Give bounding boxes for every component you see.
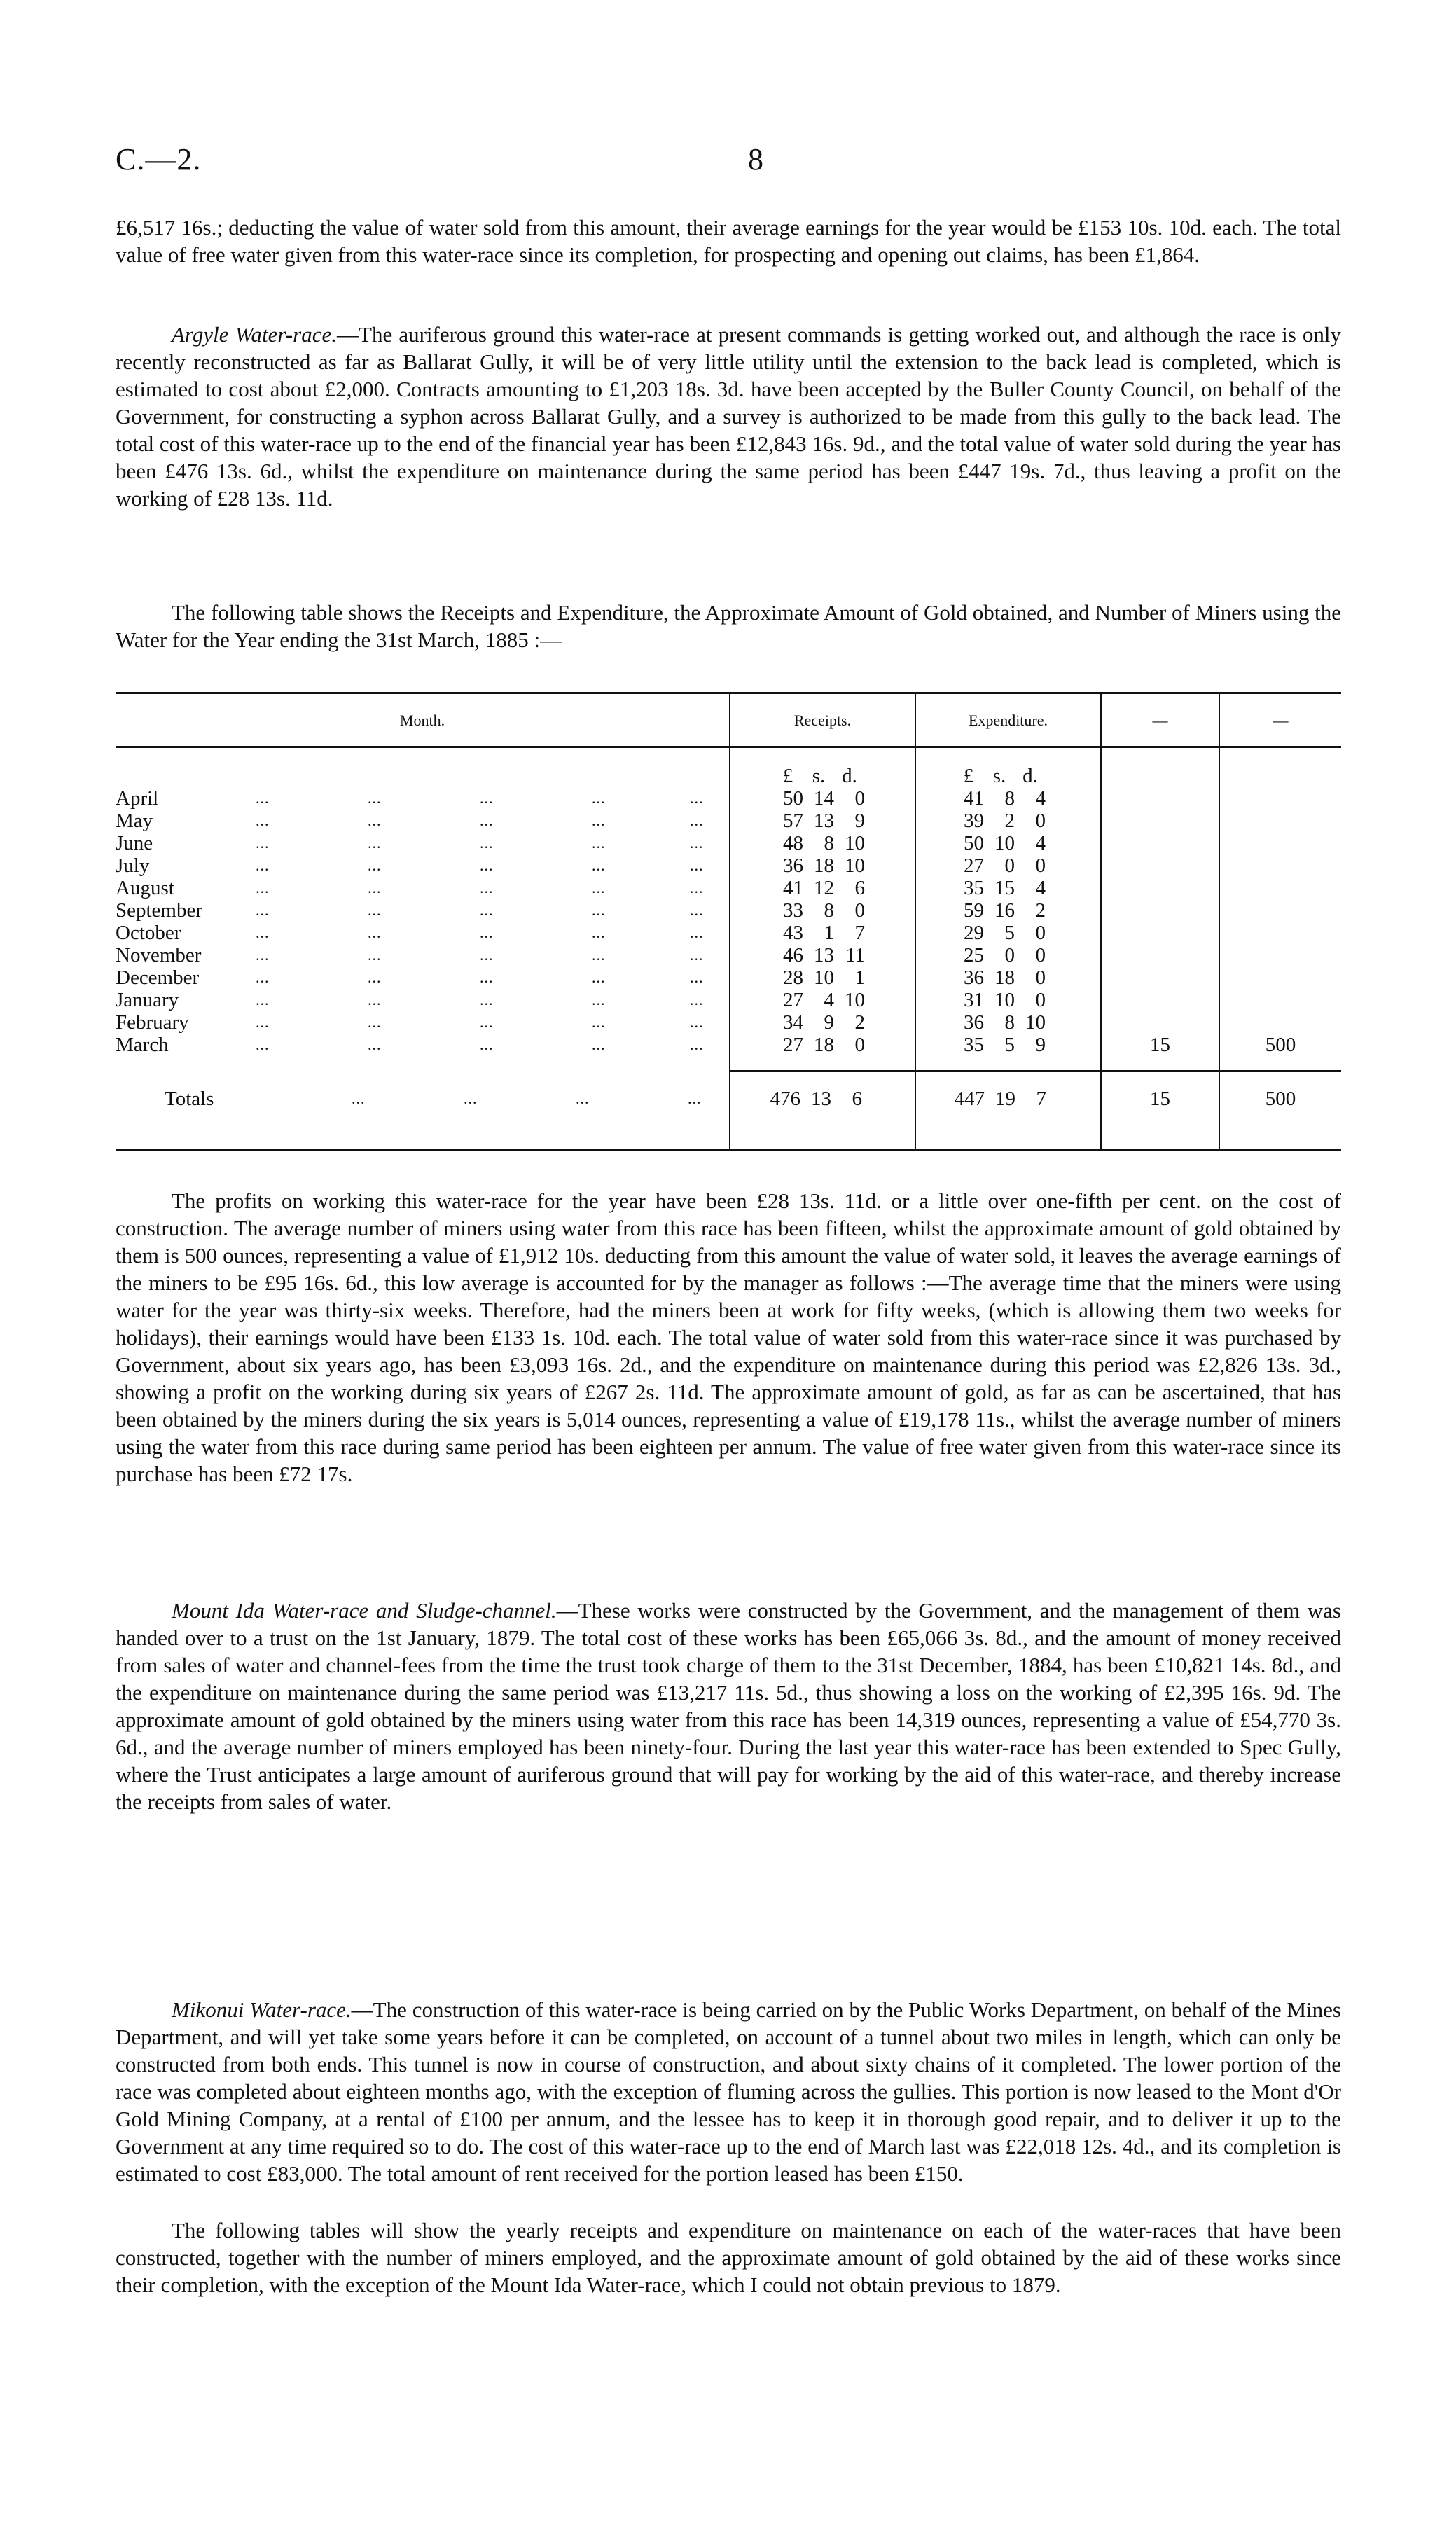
column-divider	[1219, 694, 1220, 1149]
month-label: September	[116, 899, 203, 922]
table-row: February ... ... ... ... ...	[116, 1011, 704, 1034]
document-reference: C.—2.	[116, 142, 202, 176]
receipts-cell: 43 1 7	[783, 922, 865, 944]
receipts-cell: 57 13 9	[783, 810, 865, 832]
table-row: December ... ... ... ... ...	[116, 966, 704, 989]
section-mikonui	[116, 1996, 1341, 2187]
receipts-cell: 34 9 2	[783, 1011, 865, 1034]
receipts-cell: 41 12 6	[783, 877, 865, 899]
expenditure-cell: 50 10 4	[964, 832, 1046, 854]
expenditure-cell: 36 8 10	[964, 1011, 1046, 1034]
month-label: July	[116, 854, 150, 877]
month-label: March	[116, 1034, 169, 1056]
section-heading: Mount Ida Water-race and Sludge-channel.	[172, 1598, 557, 1623]
receipts-cell: 27 18 0	[783, 1034, 865, 1056]
totals-miners: 15	[1150, 1088, 1170, 1110]
paragraph-text: £6,517 16s.; deducting the value of water sold from this amount, their average earnings for the year would be £153 10s. 10d. each. The total value of free water given from this water-race since its completion, for prospecting and opening out claims, has been £1,864.	[116, 215, 1341, 267]
expenditure-cell: 25 0 0	[964, 944, 1046, 966]
paragraph-text: —The auriferous ground this water-race at present commands is getting worked out, and although the race is only recently reconstructed as far as Ballarat Gully, it will be of very little utility until the extension to the back lead is completed, which is estimated to cost about £2,000. Contracts amounting to £1,203 18s. 3d. have been accepted by the Buller County Council, on behalf of the Government, for constructing a syphon across Ballarat Gully, and a survey is authorized to be made from this gully to the back lead. The total cost of this water-race up to the end of the financial year has been £12,843 16s. 9d., and the total value of water sold during the year has been £476 13s. 6d., whilst the expenditure on maintenance during the same period has been £447 19s. 7d., thus leaving a profit on the working of £28 13s. 11d.	[116, 322, 1341, 511]
expenditure-cell: 41 8 4	[964, 787, 1046, 810]
section-heading: Argyle Water-race.	[172, 322, 338, 347]
receipts-cell: 28 10 1	[783, 966, 865, 989]
table-top-rule	[116, 692, 1341, 694]
header-expenditure: Expenditure.	[968, 712, 1048, 729]
gold-cell: 500	[1265, 1034, 1296, 1056]
header-month: Month.	[399, 712, 445, 729]
header-gold: —	[1273, 712, 1289, 729]
expenditure-cell: 35 15 4	[964, 877, 1046, 899]
table-intro	[116, 599, 1341, 653]
receipts-cell: 36 18 10	[783, 854, 865, 877]
totals-row: Totals ... ... ... ...	[165, 1088, 702, 1110]
expenditure-cell: 59 16 2	[964, 899, 1046, 922]
month-label: December	[116, 966, 200, 989]
header-miners: —	[1152, 712, 1168, 729]
expenditure-cell: 39 2 0	[964, 810, 1046, 832]
profits-paragraph	[116, 1187, 1341, 1488]
paragraph-continuation	[116, 214, 1341, 268]
section-argyle-water-race	[116, 321, 1341, 512]
paragraph-text: The following tables will show the yearly receipts and expenditure on maintenance on each of the water-races that have been constructed, together with the number of miners employed, and the approximate amount of gold obtained by the aid of these works since their completion, with the exception of the Mount Ida Water-race, which I could not obtain previous to 1879.	[116, 2218, 1341, 2297]
expenditure-cell: 35 5 9	[964, 1034, 1046, 1056]
receipts-cell: 27 4 10	[783, 989, 865, 1011]
expenditure-cell: 27 0 0	[964, 854, 1046, 877]
paragraph-text: —The construction of this water-race is being carried on by the Public Works Department, on behalf of the Mines Department, and will yet take some years before it can be completed, on account of a tunnel about two miles in length, which can only be constructed from both ends. This tunnel is now in course of construction, and about sixty chains of it completed. The lower portion of the race was completed about eighteen months ago, with the exception of fluming across the gullies. This portion is now leased to the Mont d'Or Gold Mining Company, at a rental of £100 per annum, and the lessee has to keep it in thorough good repair, and to deliver it up to the Government at any time required so to do. The cost of this water-race up to the end of March last was £22,018 12s. 4d., and its completion is estimated to cost £83,000. The total amount of rent received for the portion leased has been £150.	[116, 1997, 1341, 2186]
table-row: August ... ... ... ... ...	[116, 877, 704, 899]
table-row: October ... ... ... ... ...	[116, 922, 704, 944]
receipts-cell: 50 14 0	[783, 787, 865, 810]
receipts-cell: 46 13 11	[783, 944, 865, 966]
table-row: June ... ... ... ... ...	[116, 832, 704, 854]
totals-gold: 500	[1265, 1088, 1296, 1110]
receipts-cell: 33 8 0	[783, 899, 865, 922]
column-divider	[915, 694, 916, 1149]
totals-receipts: 476 13 6	[770, 1088, 862, 1110]
expenditure-units: £ s. d.	[963, 765, 1038, 787]
closing-paragraph	[116, 2217, 1341, 2298]
table-row: January ... ... ... ... ...	[116, 989, 704, 1011]
month-label: October	[116, 922, 181, 944]
column-divider	[729, 694, 730, 1149]
totals-rule	[730, 1070, 1341, 1072]
totals-label: Totals	[165, 1088, 214, 1110]
paragraph-text: —These works were constructed by the Government, and the management of them was handed over to a trust on the 1st January, 1879. The total cost of these works has been £65,066 3s. 8d., and the amount of money received from sales of water and channel-fees from the time the trust took charge of them to the 31st December, 1884, has been £10,821 14s. 8d., and the expenditure on maintenance during the same period was £13,217 11s. 5d., thus showing a loss on the working of £2,395 16s. 9d. The approximate amount of gold obtained by the miners using water from this race has been 14,319 ounces, representing a value of £54,770 3s. 6d., and the average number of miners employed has been ninety-four. During the last year this water-race has been extended to Spec Gully, where the Trust anticipates a large amount of auriferous ground that will pay for working by the aid of this water-race, and thereby increase the receipts from sales of water.	[116, 1598, 1341, 1814]
expenditure-cell: 36 18 0	[964, 966, 1046, 989]
section-heading: Mikonui Water-race.	[172, 1997, 352, 2022]
page-number: 8	[748, 142, 763, 176]
month-label: April	[116, 787, 159, 810]
header-receipts: Receipts.	[793, 712, 852, 729]
paragraph-text: The profits on working this water-race for the year have been £28 13s. 11d. or a little over one-fifth per cent. on the cost of construction. The average number of miners using water from this race has been fifteen, whilst the approximate amount of gold obtained by them is 500 ounces, representing a value of £1,912 10s. deducting from this amount the value of water sold, it leaves the average earnings of the miners to be £95 16s. 6d., this low average is accounted for by the manager as follows :—The average time that the miners were using water for the year was thirty-six weeks. Therefore, had the miners been at work for fifty weeks, (which is allowing them two weeks for holidays), their earnings would have been £133 1s. 10d. each. The total value of water sold from this water-race since it was purchased by Government, about six years ago, has been £3,093 16s. 2d., and the expenditure on maintenance during this period was £2,826 13s. 3d., showing a profit on the working during six years of £267 2s. 11d. The approximate amount of gold, as far as can be ascertained, that has been obtained by the miners during the six years is 5,014 ounces, representing a value of £19,178 11s., whilst the average number of miners using the water from this race during same period has been eighteen per annum. The value of free water given from this water-race since its purchase has been £72 17s.	[116, 1188, 1341, 1486]
paragraph	[116, 1996, 1341, 2187]
expenditure-cell: 31 10 0	[964, 989, 1046, 1011]
table-row: May ... ... ... ... ...	[116, 810, 704, 832]
header-bottom-rule	[116, 746, 1341, 748]
table-row: March ... ... ... ... ...	[116, 1034, 704, 1056]
totals-expenditure: 447 19 7	[954, 1088, 1046, 1110]
column-divider	[1100, 694, 1102, 1149]
month-label: August	[116, 877, 174, 899]
month-label: May	[116, 810, 153, 832]
table-row: July ... ... ... ... ...	[116, 854, 704, 877]
table-bottom-rule	[116, 1149, 1341, 1151]
month-label: February	[116, 1011, 189, 1034]
table-row: April ... ... ... ... ...	[116, 787, 704, 810]
receipts-cell: 48 8 10	[783, 832, 865, 854]
table-row: November ... ... ... ... ...	[116, 944, 704, 966]
receipts-units: £ s. d.	[782, 765, 857, 787]
month-label: November	[116, 944, 202, 966]
table-row: September ... ... ... ... ...	[116, 899, 704, 922]
paragraph	[116, 321, 1341, 512]
month-label: June	[116, 832, 153, 854]
section-mount-ida	[116, 1597, 1341, 1815]
month-label: January	[116, 989, 179, 1011]
miners-cell: 15	[1150, 1034, 1170, 1056]
paragraph-text: The following table shows the Receipts and Expenditure, the Approximate Amount of Gold obtained, and Number of Miners using the Water for the Year ending the 31st March, 1885 :—	[116, 600, 1341, 652]
paragraph	[116, 1597, 1341, 1815]
receipts-expenditure-table	[116, 692, 1341, 1151]
expenditure-cell: 29 5 0	[964, 922, 1046, 944]
